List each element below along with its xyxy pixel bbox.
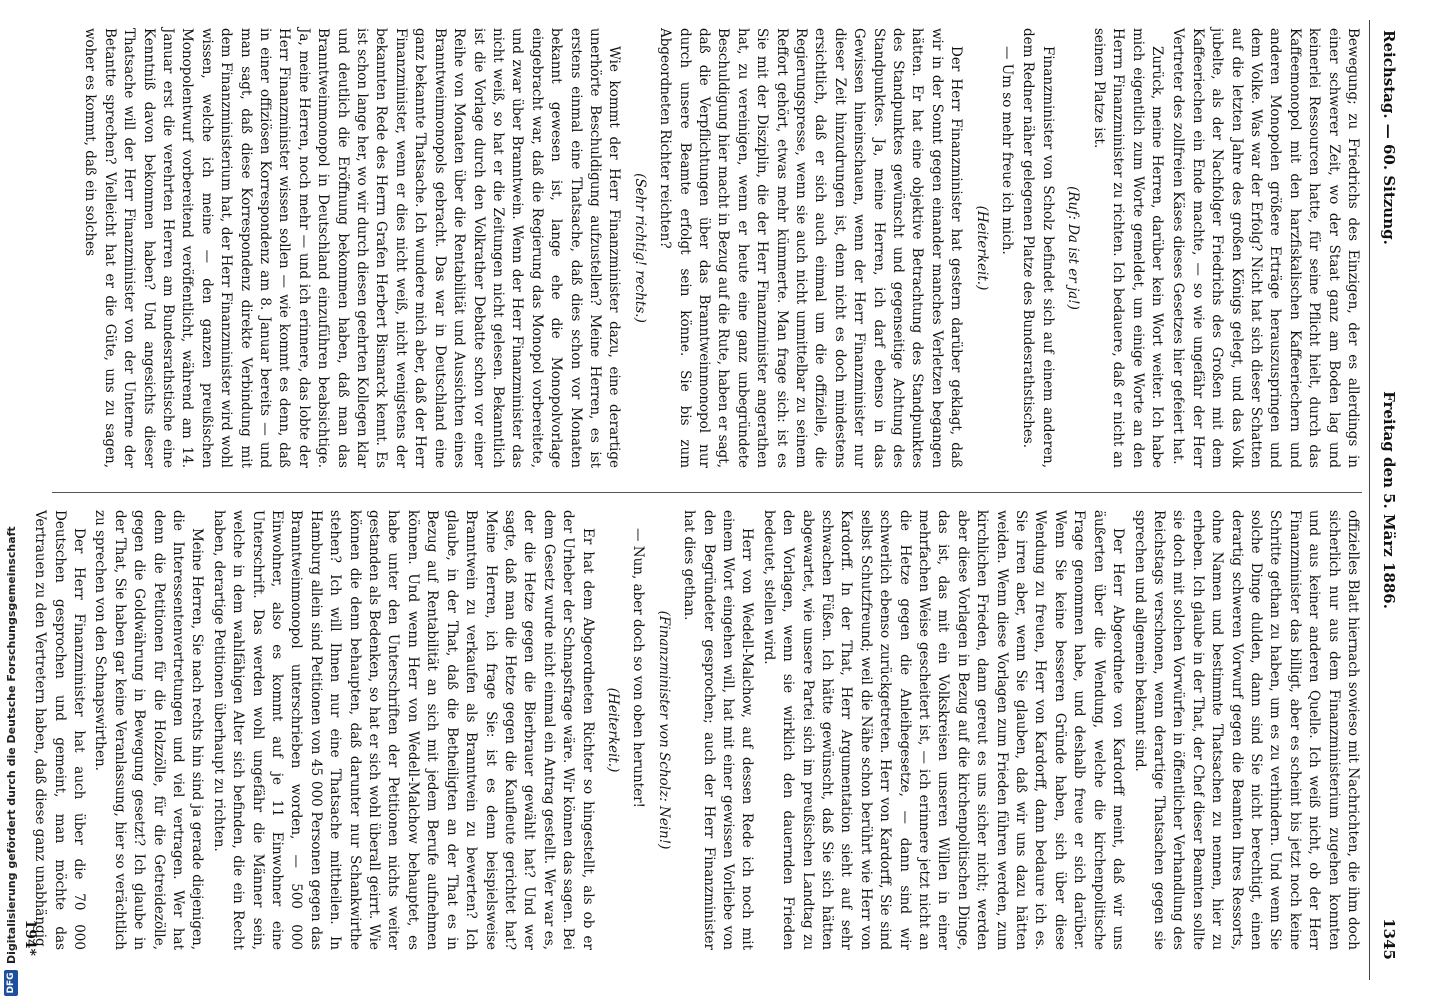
interjection: (Sehr richtig! rechts.)	[631, 173, 648, 323]
running-header-date: Freitag den 5. März 1886.	[1380, 391, 1398, 609]
paragraph: Er hat dem Abgeordneten Richter so hingestellt, als ob er der Urheber der Schnapsfrage wäre. Wir können das sagen. Bei dem Gesetz wurde nicht einmal ein Antrag gestellt. Wer war es, der die Hetze gegen die Bierbrauer gewählt hat? Und wer sagte, daß man die Hetze gegen die Kaufleute gerichtet hat? Meine Herren, ich frage Sie: ist es denn beispielsweise Branntwein zu verkaufen als Branntwein zu bewerten? Ich glaube, in der That, daß die Betheiligten an der That es in Bezug auf Rentabilität an sich mit jedem Berufe aufnehmen können. Und wenn Herr von Wedell-Malchow behauptet, es habe unter den Unterschriften der Petitionen nichts weiter gestanden als Bedenken, so hat er sich wohl überall geirrt. Wie können die denn behaupten, daß darunter nur Schankwirthe stehen? Ich will Ihnen nur eine Thatsache mittheilen. In Hamburg allein sind Petitionen von 45 000 Personen gegen das Branntweinmonopol unterschrieben worden, — 500 000 Einwohner, also es kommt auf je 11 Einwohner eine Unterschrift. Das werden wohl ungefähr die Männer sein, welche in dem wahlfähigen Alter sich befinden, die ein Recht haben, derartige Petitionen überhaupt zu richten.	[210, 510, 596, 950]
paragraph: — Nun, aber doch so von oben herunter!	[630, 528, 647, 808]
paragraph: offizielles Blatt hiernach sowieso mit Nachrichten, die ihm doch sicherlich nur aus dem Finanzministerium zugehen konnten und aus keiner anderen Quelle. Ich weiß nicht, ob der Herr Finanzminister das billigt, aber es scheint bis jetzt noch keine Schritte gethan zu haben, um es zu verhindern. Und wenn Sie solche Dinge dulden, dann sind Sie nicht berechtigt, einen derartig schweren Vorwurf gegen die Beamten Ihres Ressorts, ohne Namen und bestimmte Thatsachen zu nennen, hier zu erheben. Ich glaube in der That, der Chef dieser Beamten sollte sie doch mit solchen Vorwürfen in öffentlicher Verhandlung des Reichstags verschonen, wenn derartige Thatsachen gegen sie sprechen und allgemein bekannt sind.	[1131, 510, 1361, 950]
interjection: (Heiterkeit.)	[604, 687, 621, 773]
digitization-credit	[0, 0, 22, 1000]
dfg-logo-icon: DFG	[4, 970, 18, 996]
paragraph: Wie kommt der Herr Finanzminister dazu, eine derartige unerhörte Beschuldigung aufzustellen? Meine Herren, es ist erstens einmal eine Thatsache, daß dies schon vor Monaten bekannt gewesen ist, lange ehe die Monopolvorlage eingebracht war, daß die Regierung das Monopol vorbereitete, und zwar über Branntwein. Wenn der Herr Finanzminister das nicht weiß, so hat er die Zeitungen nicht gelesen. Bekanntlich ist die Vorlage durch den Volkrather Debatte schon vor einer Reihe von Monaten über die Rentabilität und Aussichten eines Branntweinmonopols gebracht. Das war in Deutschland eine ganz bekannte Thatsache. Ich wundere mich aber, daß der Herr Finanzminister, wenn er dies nicht weiß, nicht wenigstens der bekannten Rede des Herrn Grafen Herbert Bismarck kennt. Es ist schon lange her, wo wir durch diesen geehrten Kollegen klar und deutlich die Eröffnung bekommen haben, daß man das Branntweinmonopol in Deutschland einzuführen beabsichtige. Ja, meine Herren, noch mehr — und ich erinnere, das lobte der Herr Finanzminister wissen sollen — wie kommt es denn, daß in einer offiziösen Korrespondenz am 8. Januar bereits — und man sagt, daß diese Korrespondenz direkte Verbindung mit dem Finanzministerium hat, der Herr Finanzminister wird wohl wissen, welche ich meine — den ganzen preußischen Monopolentwurf vorbereitend veröffentlicht, während am 14. Januar erst die verehrten Herren am Bundesrathstische eine Kenntniß davon bekommen haben? Und angesichts dieser Thatsache will der Herr Finanzminister von der Unterne der Betantte sprechen? Vielleicht hat er die Güte, uns zu sagen, woher es kommt, daß ein solches	[82, 28, 623, 468]
running-header-left: Reichstag. — 60. Sitzung.	[1380, 30, 1398, 245]
sheet-signature: 194*	[22, 919, 38, 956]
text-column-right	[32, 510, 1362, 950]
paragraph: Zurück, meine Herren, darüber kein Wort weiter. Ich habe mich eigentlich zum Worte gemeldet, um einige Worte an den Herrn Finanzminister zu richten. Ich bedauere, daß er nicht an seinem Platze ist.	[1090, 28, 1165, 468]
paragraph: Der Herr Finanzminister hat gestern darüber geklagt, daß wir in der Sonnt gegen einander manches Verletzen begangen hätten. Er hat eine objektive Betrachtung des Standpunktes des Standpunktes gewünscht und gegenseitige Achtung des Standpunktes. Ja, meine Herren, ich darf ebenso in das Gewissen hineinschauen, wenn der Herr Finanzminister nur dieser Zeit hinzudrungen ist, denn nicht es doch mindestens ersichtlich, daß er sich auch einmal um die offizielle, die Regierungspresse, wenn sie auch nicht unmittelbar zu seinem Reffort gehört, etwas mehr kümmerte. Man frage sich: ist es Sie mit der Disziplin, die der Herr Finanzminister angerathen hat, zu vereinigen, wenn er heute eine ganz unbegründete Beschuldigung hier macht in Bezug auf die Rute, haben er sagt, daß die Verpflichtungen über das Branntweinmonopol nur durch unsere Beamte erfolgt sein könne. Sie bis zum Abgeordneten Richter reichten?	[657, 28, 965, 468]
interjection: (Ruf: Da ist er ja!)	[1065, 186, 1082, 310]
paragraph: Meine Herren, Sie nach rechts hin sind ja gerade diejenigen, die Interessentenvertretungen und viel vertragen. Wer hat denn die Petitionen für die Holzzölle, für die Getreidezölle, gegen die Goldwährung in Bewegung gesetzt? Ich glaube in der That, Sie haben gar keine Veranlassung, hier so verächtlich zu sprechen von den Schnapswirthen.	[92, 510, 206, 950]
document-page	[10, 0, 1410, 1000]
paragraph: Der Herr Finanzminister hat auch über die 70 000 Deutschen gesprochen und gemeint, man möchte das Vertrauen zu den Vertretern haben, daß diese ganz unabhängig	[32, 510, 87, 950]
paragraph: Herr von Wedell-Malchow, auf dessen Rede ich noch mit einem Wort eingehen will, hat mit einer gewissen Vorliebe von den Begründeter gesprochen; auch der Herr Finanzminister hat dies gethan.	[681, 510, 756, 950]
interjection: (Heiterkeit.)	[973, 205, 990, 291]
credit-text: Digitalisierung gefördert durch die Deutsche Forschungsgemeinschaft	[4, 526, 18, 964]
paragraph: Finanzminister von Scholz befindet sich auf einem anderen, dem Redner näher gelegenen Platze des Bundesrathstisches.	[1020, 28, 1056, 468]
text-column-left	[52, 28, 1362, 468]
header-rule	[1369, 20, 1370, 980]
interjection: (Finanzminister von Scholz: Nein!)	[655, 610, 672, 850]
paragraph: Bewegung; zu Friedrichs des Einzigen, der es allerdings in einer schwerer Zeit, wo der Staat ganz am Boden lag und keinerlei Ressourcen hatte, für seine Pflicht hielt, durch das Kaffeemonopol mit den harzfiskalischen Kaffeeriechern und anderen Monopolen größere Erträge herauszuspringen und dem Volke. Was war der Erfolg? Nicht hat sich dieser Schatten auf die letzten Jahre des großen Königs gelegt, und das Volk jubelte, als der Nachfolger Friedrichs des Großen mit dem Kaffeeriechen ein Ende machte, — so wie ungefähr der Herr Vertreter des zollfreien Käses dieses Gesetzes hier gefeiert hat.	[1170, 28, 1361, 468]
page-number: 1345	[1380, 918, 1398, 960]
column-divider	[52, 492, 1362, 493]
paragraph: Der Herr Abgeordnete von Kardorff meint, daß wir uns äußerten über die Wendung, welche die kirchenpolitische Frage genommen habe, und deshalb freue er sich darüber. Wenn Sie keine besseren Gründe haben, sich über diese Wendung zu freuen, Herr von Kardorff, dann bedaure ich es. Sie irren aber, wenn Sie glauben, daß wir uns dazu hätten weiden. Wenn diese Vorlagen zum Frieden führen werden, zum kirchlichen Frieden, dann gereut es uns sicher nicht; werden aber diese Vorlagen in Bezug auf die kirchenpolitischen Dinge, das ist, das mit ein Volkskreisen unseren Willen in einer mehrfachen Weise gescheitert ist, — ich erinnere jetzt nicht an die Hetze gegen die Anleihegesetze, — dann sind wir schwerlich ebenso zurückgetreten. Herr von Kardorff, Sie sind selbst Schutzfreund; weil die Nähe schon berührt wie Herr von Kardorff. In der That, Herr Argumentation sieht auf sehr schwachen Füßen. Ich hätte gewünscht, daß Sie sich hätten abgewartet, wie unsere Partei sich im preußischen Landtag zu den Vorlagen, wenn sie wirklich den dauernden Frieden bedeutet, stellen wird.	[760, 510, 1127, 950]
paragraph: — Um so mehr freue ich mich.	[999, 46, 1016, 255]
